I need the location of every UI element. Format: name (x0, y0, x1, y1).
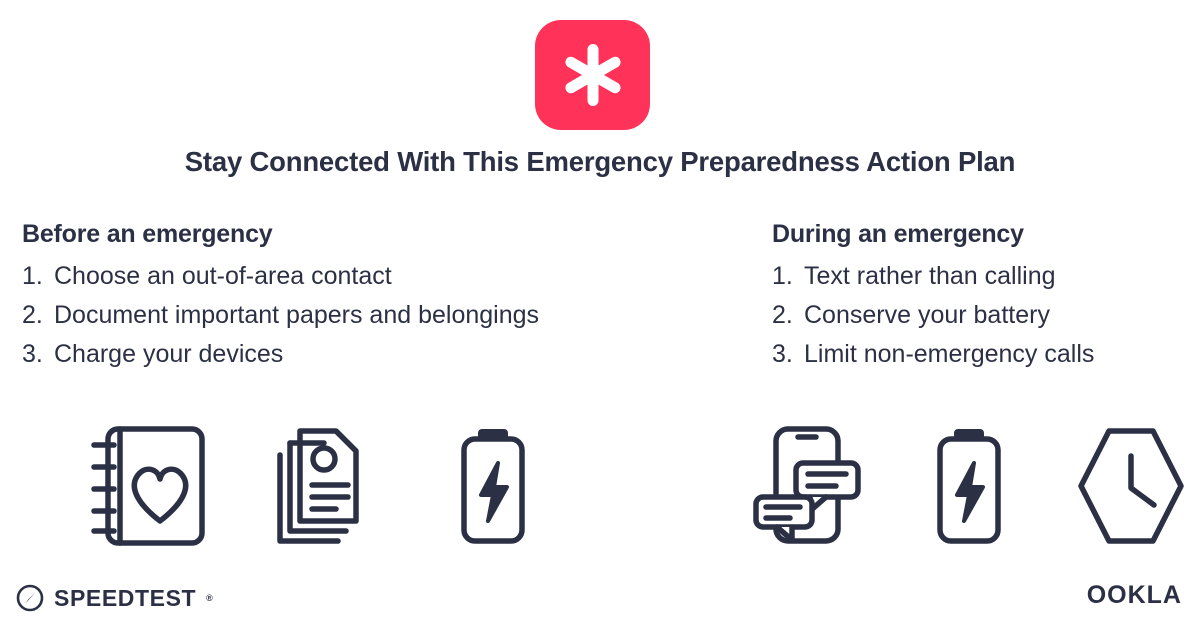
documents-stack-icon (270, 418, 388, 553)
ookla-wordmark: OOKLA (1086, 581, 1182, 609)
speedtest-trademark: ® (206, 593, 213, 603)
list-item-label: Choose an out-of-area contact (54, 262, 392, 290)
asterisk-icon (560, 42, 626, 108)
notebook-heart-icon (88, 418, 208, 553)
page-title: Stay Connected With This Emergency Preparedness Action Plan (184, 146, 1016, 177)
column-during-emergency (772, 220, 1192, 374)
list-item-number: 2. (772, 301, 793, 329)
list-during-emergency (772, 257, 1192, 374)
list-item-label: Conserve your battery (804, 301, 1050, 329)
list-item (772, 257, 1192, 296)
column-heading: During an emergency (772, 220, 1024, 248)
speedtest-wordmark: SPEEDTEST (54, 584, 197, 611)
list-item-label: Text rather than calling (804, 262, 1056, 290)
list-item (22, 296, 752, 335)
list-item (22, 257, 752, 296)
list-item-number: 2. (22, 301, 43, 329)
list-item-number: 3. (22, 340, 43, 368)
list-item-label: Limit non-emergency calls (804, 340, 1095, 368)
icon-row-before-emergency (88, 418, 508, 553)
list-item (772, 296, 1192, 335)
ookla-logo (1087, 581, 1182, 610)
list-item (22, 335, 752, 374)
speedtest-badge (535, 20, 650, 130)
column-heading: Before an emergency (22, 220, 273, 248)
list-item-number: 1. (772, 262, 793, 290)
battery-charge-icon (450, 418, 536, 553)
phone-message-icon (748, 418, 866, 553)
list-item-number: 1. (22, 262, 43, 290)
hexagon-clock-icon (1072, 418, 1190, 553)
speedtest-gauge-icon (16, 584, 44, 612)
icon-row-during-emergency (748, 418, 1178, 553)
list-item (772, 335, 1192, 374)
list-item-number: 3. (772, 340, 793, 368)
list-before-emergency (22, 257, 752, 374)
list-item-label: Charge your devices (54, 340, 284, 368)
speedtest-logo (16, 584, 213, 612)
battery-charge-icon (926, 418, 1012, 553)
list-item-label: Document important papers and belongings (54, 301, 540, 329)
column-before-emergency (22, 220, 752, 374)
